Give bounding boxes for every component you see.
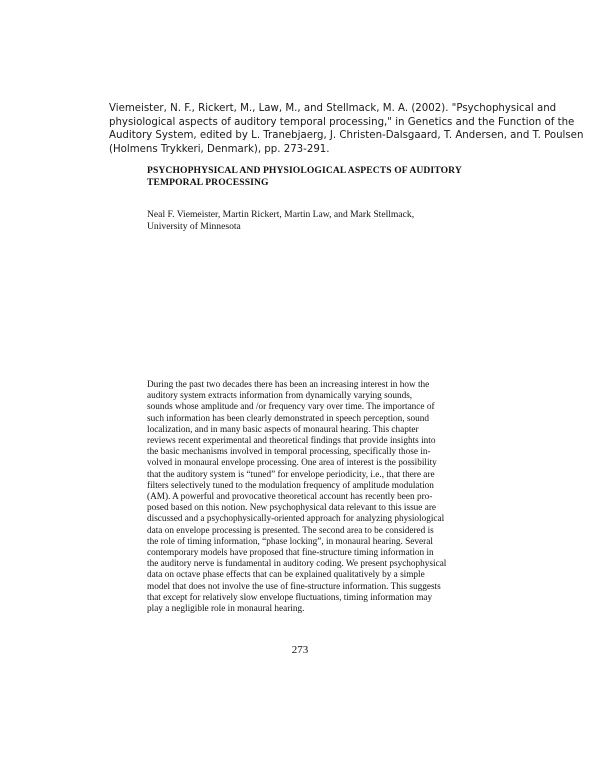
abstract-line: that except for relatively slow envelope fluctuations, timing information may [147,592,433,603]
abstract-line: play a negligible role in monaural hearing. [147,604,305,615]
abstract-line: the role of timing information, “phase locking”, in monaural hearing. Several [147,536,433,547]
abstract-line: posed based on this notion. New psychophysical data relevant to this issue are [147,503,436,514]
abstract-line: data on envelope processing is presented. The second area to be considered is [147,525,434,536]
chapter-title [147,165,467,188]
abstract-line: sounds whose amplitude and /or frequency vary over time. The importance of [147,402,435,413]
abstract-line: contemporary models have proposed that fine-structure timing information in [147,548,434,559]
abstract-line: volved in monaural envelope processing. One area of interest is the possibility [147,458,437,469]
abstract-line: such information has been clearly demonstrated in speech perception, sound [147,413,430,424]
abstract [147,380,477,615]
abstract-line: localization, and in many basic aspects of monaural hearing. This chapter [147,424,419,435]
citation [109,102,584,156]
abstract-line: auditory system extracts information from dynamically varying sounds, [147,391,413,402]
citation-line: physiological aspects of auditory temporal processing," in Genetics and the Function of the [109,116,575,128]
page-number: 273 [291,644,309,656]
title-line: PSYCHOPHYSICAL AND PHYSIOLOGICAL ASPECTS OF AUDITORY [147,165,462,176]
citation-line: Auditory System, edited by L. Tranebjaerg, J. Christen-Dalsgaard, T. Andersen, and T. Poulsen [109,130,584,141]
abstract-line: (AM). A powerful and provocative theoretical account has recently been pro- [147,492,433,503]
citation-line: Viemeister, N. F., Rickert, M., Law, M., and Stellmack, M. A. (2002). "Psychophysical and [109,103,557,114]
abstract-line: During the past two decades there has been an increasing interest in how the [147,380,430,390]
title-line: TEMPORAL PROCESSING [147,176,269,188]
author-names: Neal F. Viemeister, Martin Rickert, Martin Law, and Mark Stellmack, [147,209,415,220]
abstract-line: filters selectively tuned to the modulation frequency of amplitude modulation [147,480,434,491]
author-affiliation: University of Minnesota [147,221,241,232]
abstract-line: model that does not involve the use of fine-structure information. This suggests [147,581,441,592]
abstract-line: discussed and a psychophysically-oriented approach for analyzing physiological [147,514,445,525]
abstract-line: that the auditory system is “tuned” for envelope periodicity, i.e., that there are [147,469,435,480]
abstract-line: the auditory nerve is fundamental in auditory coding. We present psychophysical [147,559,447,570]
abstract-line: data on octave phase effects that can be explained qualitatively by a simple [147,570,425,581]
citation-line: (Holmens Trykkeri, Denmark), pp. 273-291. [109,143,330,155]
author-block [147,209,487,233]
abstract-line: reviews recent experimental and theoretical findings that provide insights into [147,436,436,447]
abstract-line: the basic mechanisms involved in temporal processing, specifically those in- [147,447,431,458]
